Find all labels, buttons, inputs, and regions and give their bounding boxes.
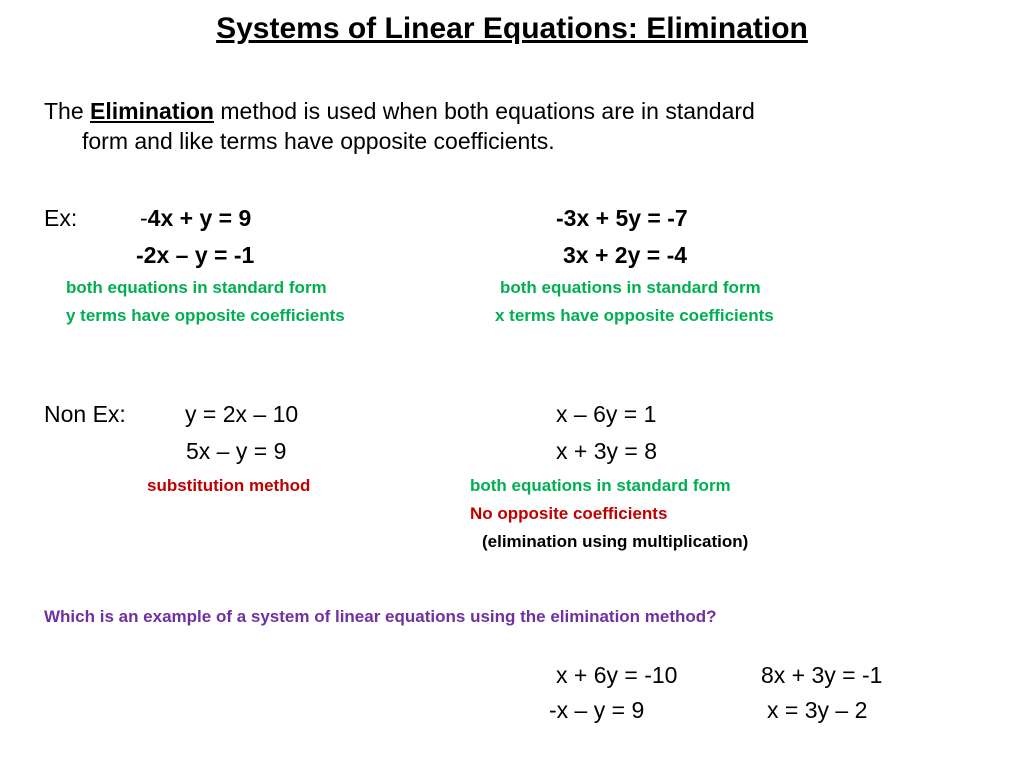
non-example-right-eq2: x + 3y = 8 xyxy=(556,438,658,464)
example-right-eq1: -3x + 5y = -7 xyxy=(556,205,688,231)
intro-line-1-rest: method is used when both equations are in standard xyxy=(213,98,755,124)
intro-line-2: form and like terms have opposite coefficients. xyxy=(82,128,555,154)
option-b-eq2: x = 3y – 2 xyxy=(767,697,868,723)
non-example-right-eq1: x – 6y = 1 xyxy=(556,401,657,427)
option-a-eq1: x + 6y = -10 xyxy=(556,662,678,688)
example-left-note-1: both equations in standard form xyxy=(66,278,327,297)
non-examples-label: Non Ex: xyxy=(44,401,126,427)
intro-prefix: The xyxy=(44,98,91,124)
non-example-right-note-1: both equations in standard form xyxy=(470,476,731,495)
example-left-eq1-sign: - xyxy=(140,205,148,231)
non-example-right-note-3: (elimination using multiplication) xyxy=(482,532,749,551)
option-b-eq1: 8x + 3y = -1 xyxy=(761,662,883,688)
example-left-eq1-body: 4x + y = 9 xyxy=(147,205,252,231)
example-right-note-2: x terms have opposite coefficients xyxy=(495,306,774,325)
question-text: Which is an example of a system of linear equations using the elimination method? xyxy=(44,607,717,626)
non-example-right-note-2: No opposite coefficients xyxy=(470,504,668,523)
example-right-note-1: both equations in standard form xyxy=(500,278,761,297)
examples-label: Ex: xyxy=(44,205,78,231)
page-title: Systems of Linear Equations: Elimination xyxy=(216,12,808,45)
example-left-eq2: -2x – y = -1 xyxy=(136,242,255,268)
intro-keyword: Elimination xyxy=(90,98,214,124)
example-left-note-2: y terms have opposite coefficients xyxy=(66,306,345,325)
non-example-left-eq1: y = 2x – 10 xyxy=(185,401,299,427)
non-example-left-note-1: substitution method xyxy=(147,476,311,495)
option-a-eq2: -x – y = 9 xyxy=(549,697,645,723)
intro-line-1 xyxy=(44,98,755,125)
non-example-left-eq2: 5x – y = 9 xyxy=(186,438,287,464)
example-right-eq2: 3x + 2y = -4 xyxy=(563,242,688,268)
example-left-eq1 xyxy=(140,205,251,232)
